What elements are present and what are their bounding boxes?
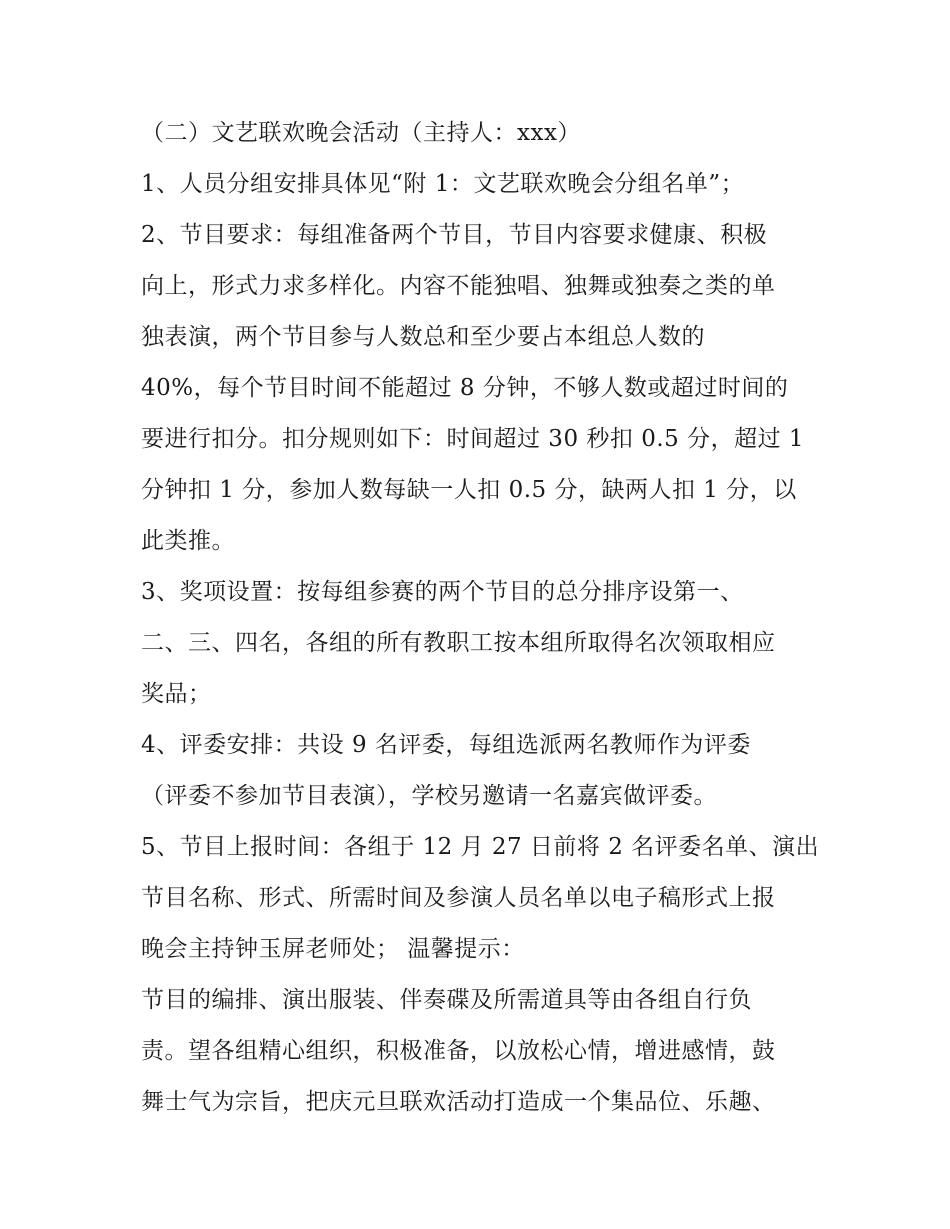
text-line: 责。望各组精心组织，积极准备，以放松心情，增进感情，鼓 (141, 1038, 776, 1064)
text-line: 2、节目要求：每组准备两个节目，节目内容要求健康、积极 (141, 222, 768, 248)
text-line: 晚会主持钟玉屏老师处； 温馨提示： (141, 936, 525, 962)
text-line: （评委不参加节目表演），学校另邀请一名嘉宾做评委。 (141, 783, 717, 809)
text-line: 4、评委安排：共设 9 名评委，每组选派两名教师作为评委 (141, 732, 751, 758)
text-line: 节目的编排、演出服装、伴奏碟及所需道具等由各组自行负 (141, 987, 752, 1013)
document-body (141, 108, 821, 1128)
text-line: 40%，每个节目时间不能超过 8 分钟，不够人数或超过时间的 (141, 375, 789, 401)
section-heading: （二）文艺联欢晚会活动（主持人：xxx） (141, 120, 581, 146)
text-line: 分钟扣 1 分，参加人数每缺一人扣 0.5 分，缺两人扣 1 分，以 (141, 477, 797, 503)
text-line: 节目名称、形式、所需时间及参演人员名单以电子稿形式上报 (141, 885, 776, 911)
text-line: 舞士气为宗旨，把庆元旦联欢活动打造成一个集品位、乐趣、 (141, 1089, 776, 1115)
text-line: 独表演，两个节目参与人数总和至少要占本组总人数的 (141, 324, 705, 350)
text-line: 奖品； (141, 681, 212, 707)
text-line: 此类推。 (141, 528, 235, 554)
text-line: 向上，形式力求多样化。内容不能独唱、独舞或独奏之类的单 (141, 273, 776, 299)
text-line: 5、节目上报时间：各组于 12 月 27 日前将 2 名评委名单、演出 (141, 834, 820, 860)
text-line: 二、三、四名，各组的所有教职工按本组所取得名次领取相应 (141, 630, 776, 656)
text-line: 要进行扣分。扣分规则如下：时间超过 30 秒扣 0.5 分，超过 1 (141, 426, 805, 452)
text-line: 1、人员分组安排具体见“附 1：文艺联欢晚会分组名单”； (141, 171, 745, 197)
text-line: 3、奖项设置：按每组参赛的两个节目的总分排序设第一、 (141, 579, 744, 605)
